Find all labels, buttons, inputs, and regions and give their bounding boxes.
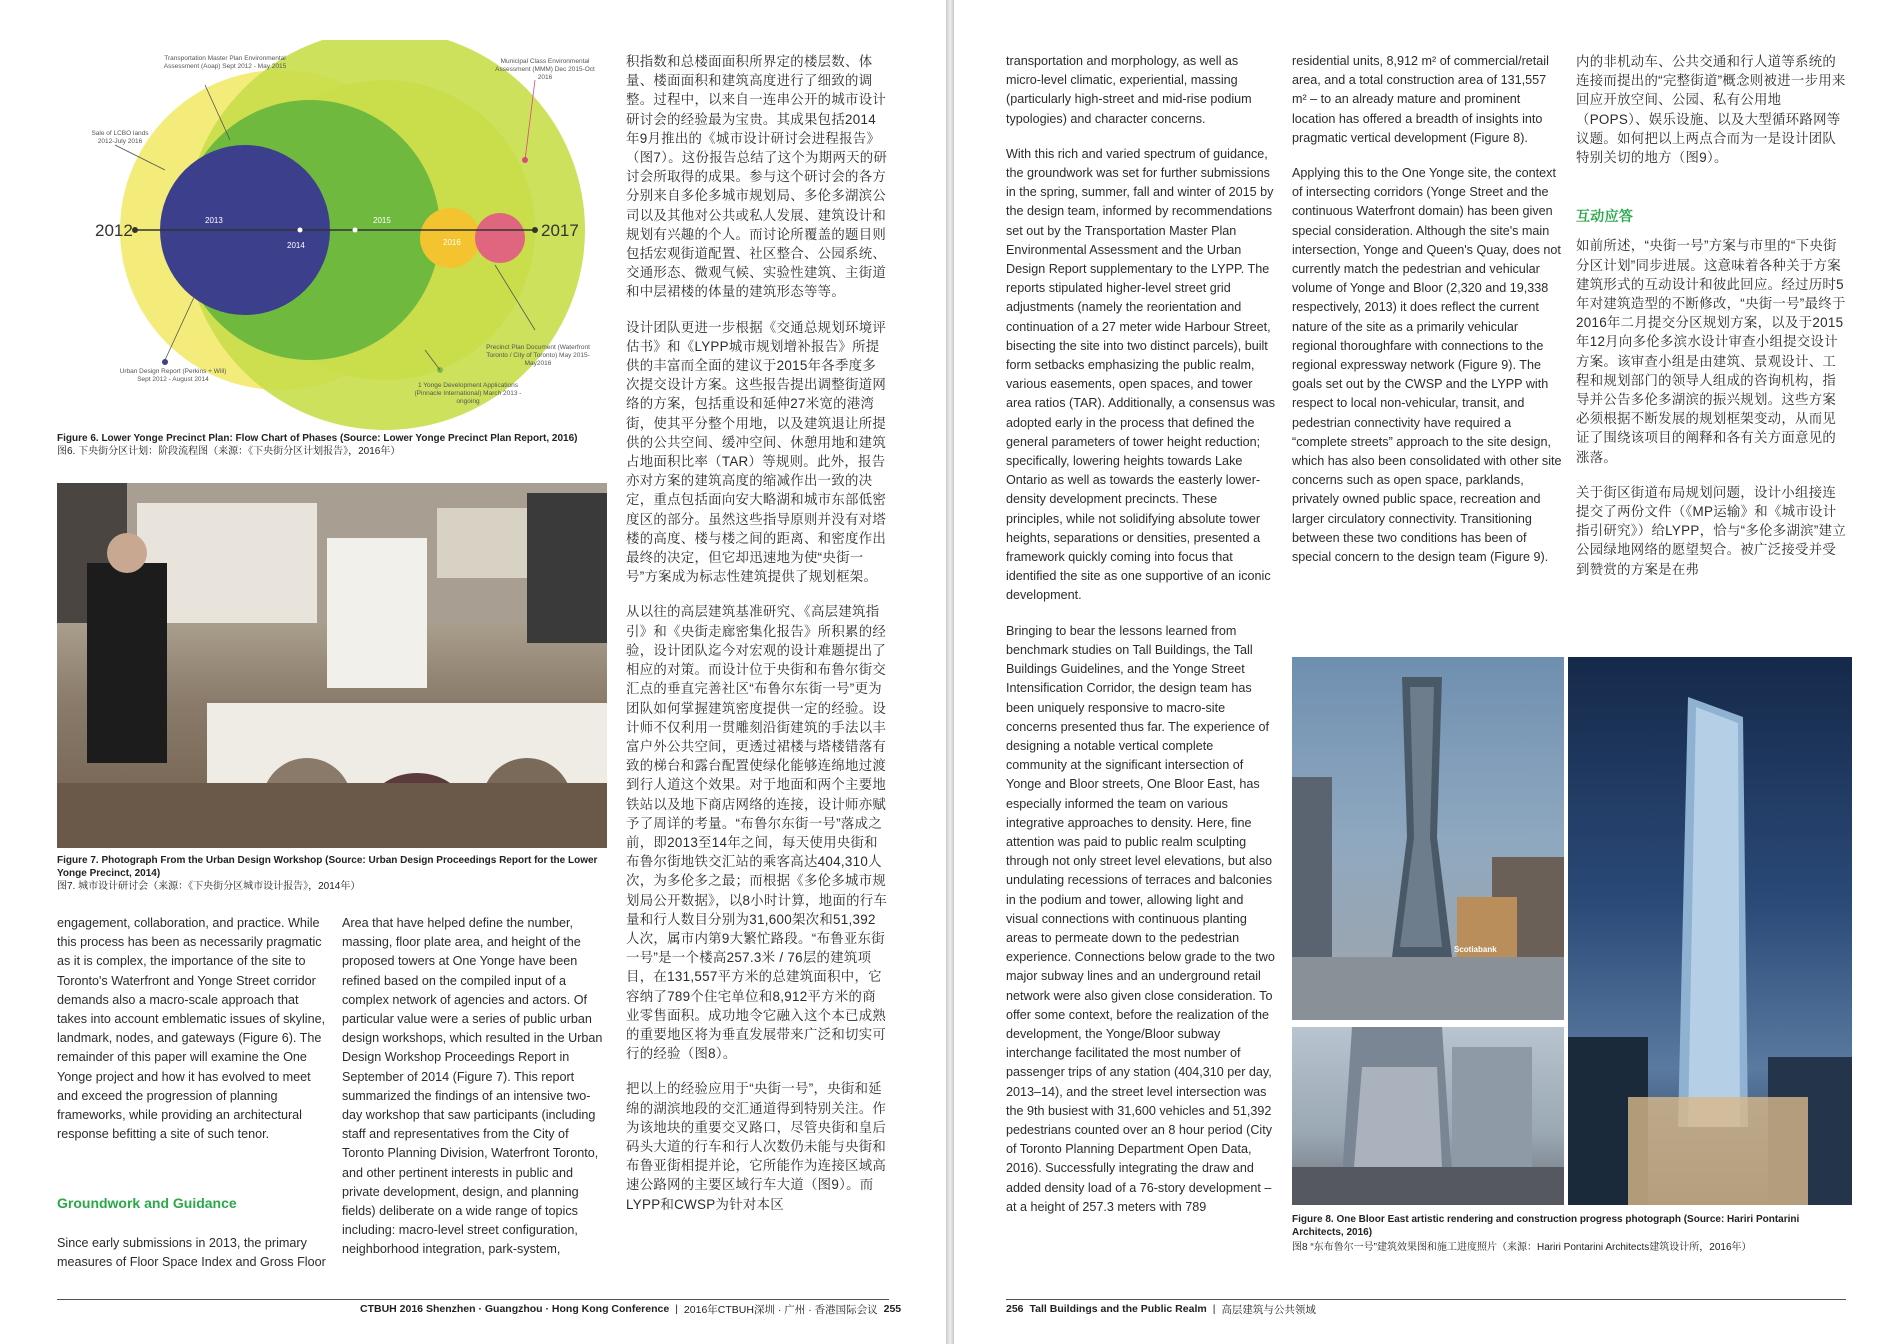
year-start-label: 2012	[95, 221, 133, 240]
paragraph: transportation and morphology, as well as micro-level climatic, experiential, massing (particularly high-street and mid-rise podium typologies) and character concerns.	[1006, 54, 1252, 126]
annotation-lcbo-sale: Sale of LCBO lands 2012-July 2016	[91, 130, 149, 145]
right-footer	[1006, 1300, 1316, 1318]
right-en-column-1	[1006, 52, 1276, 1233]
page-number: 256	[1006, 1303, 1024, 1315]
annotation-precinct-plan: Precinct Plan Document (Waterfront Toronto / City of Toronto) May 2015-May2016	[486, 344, 590, 367]
footer-separator: |	[1212, 1303, 1216, 1315]
phase-circle-pink	[475, 213, 525, 263]
figure-8-caption	[1292, 1213, 1852, 1254]
year-2015-label: 2015	[373, 216, 391, 225]
annotation-development-apps: 1 Yonge Development Applications (Pinnacle International) March 2013 - ongoing	[414, 382, 522, 405]
paragraph-zh: 把以上的经验应用于“央街一号”，央街和延绵的湖滨地段的交汇通道得到特别关注。作为该地块的重要交叉路口，尽管央街和皇后码头大道的行车和行人次数仍未能与央街和布鲁亚街相提并论，它所能作为连接区域高速公路网的主要区域行车大道（图9）。而LYPP和CWSP为针对本区	[626, 1081, 887, 1212]
paragraph: engagement, collaboration, and practice. While this process has been as necessarily pragmatic as it is complex, the importance of the site to Toronto's Waterfront and Yonge Street corridor demands also a macro-scale approach that takes into account emblematic issues of skyline, landmark, nodes, and gateways (Figure 6). The remainder of this paper will examine the One Yonge project and how it has evolved to meet and exceed the progression of planning frameworks, while providing an architectural response befitting a site of such tenor.	[57, 916, 326, 1142]
figure-8-caption-zh: 图8 “东布鲁尔一号”建筑效果图和施工进度照片（来源：Hariri Pontarini Architects建筑设计所，2016年）	[1292, 1242, 1752, 1253]
figure-8-caption-en: Figure 8. One Bloor East artistic rendering and construction progress photograph (Source: Hariri Pontarini Architects, 2016)	[1292, 1214, 1800, 1238]
footer-conference-en: CTBUH 2016 Shenzhen · Guangzhou · Hong Kong Conference	[360, 1303, 670, 1315]
figure-6-caption-zh: 图6. 下央街分区计划：阶段流程图（来源：《下央街分区计划报告》，2016年）	[57, 446, 401, 457]
footer-separator: |	[675, 1303, 678, 1315]
scotiabank-sign: Scotiabank	[1454, 945, 1497, 954]
page-gutter	[946, 0, 954, 1344]
right-zh-column	[1576, 52, 1846, 595]
figure-7-caption-en: Figure 7. Photograph From the Urban Design Workshop (Source: Urban Design Proceedings Report for the Lower Yonge Precinct, 2014)	[57, 855, 598, 879]
section-heading-groundwork: Groundwork and Guidance	[57, 1195, 237, 1212]
paragraph: Applying this to the One Yonge site, the context of intersecting corridors (Yonge Street and the continuous Waterfront domain) has been given special consideration. Although the site's main intersection, Yonge and Queen's Quay, does not currently match the pedestrian and vehicular volume of Yonge and Bloor (2,320 and 19,338 respectively, 2013) it does reflect the current nature of the site as a primarily vehicular regional thoroughfare with connections to the regional expressway network (Figure 9). The goals set out by the CWSP and the LYPP with respect to local non-vehicular, transit, and pedestrian connectivity have required a “complete streets” approach to the site design, which has also been consolidated with other site concerns such as open space, parklands, privately owned public space, recreation and larger circulatory connectivity. Transitioning between these two conditions has been of special concern to the design team (Figure 9).	[1292, 166, 1562, 565]
figure-7-caption-zh: 图7. 城市设计研讨会（来源：《下央街分区城市设计报告》，2014年）	[57, 881, 361, 892]
year-2014-label: 2014	[287, 241, 305, 250]
paragraph: residential units, 8,912 m² of commercial/retail area, and a total construction area of 131,557 m² – to an already mature and prominent location has offered a breadth of insights into pragmatic vertical development (Figure 8).	[1292, 54, 1549, 145]
paragraph: Since early submissions in 2013, the primary measures of Floor Space Index and Gross Floor	[57, 1235, 326, 1269]
paragraph-zh: 如前所述，“央街一号”方案与市里的“下央街分区计划”同步进展。这意味着各种关于方案建筑形式的互动设计和彼此回应。经过历时5年对建筑造型的不断修改，“央街一号”最终于2016年二月提交分区规划方案，以及于2015年12月向多伦多滨水设计审查小组提交设计方案。该审查小组是由建筑、景观设计、工程和规划部门的领导人组成的咨询机构，指导并公告多伦多湖滨的振兴规划。这些方案必须根据不断发展的规划框架变动，从而见证了围绕该项目的阐释和各有关方面意见的涨落。	[1576, 238, 1846, 465]
footer-title-zh: 高层建筑与公共领域	[1221, 1303, 1316, 1316]
paragraph-zh: 设计团队更进一步根据《交通总规划环境评估书》和《LYPP城市规划增补报告》所提供的丰富而全面的建议于2015年各季度多次提交设计方案。这些报告提出调整街道网络的方案，包括重设和延伸27米宽的港湾街，使其平分整个用地，以及建筑退让所提供的公共空间、缓冲空间、休憩用地和建筑占地面积比率（TAR）等规则。此外，报告亦对方案的建筑高度的缩减作出一致的决定，重点包括面向安大略湖和城市东部低密度区的部分。虽然这些指导原则并没有对塔楼的高度、楼与楼之间的距离、和密度作出最终的决定，但它却迅速地为使“央街一号”方案成为标志性建筑提供了规划框架。	[626, 319, 887, 585]
paragraph: Area that have helped define the number, massing, floor plate area, and height of the proposed towers at One Yonge have been refined based on the compiled input of a complex network of agencies and actors. Of particular value were a series of public urban design workshops, which resulted in the Urban Design Workshop Proceedings Report in September of 2014 (Figure 7). This report summarized the findings of an intensive two-day workshop that saw participants (including staff and representatives from the City of Toronto Planning Division, Waterfront Toronto, and other pertinent interests in public and private development, design, and planning fields) deliberate on a wide range of topics including: macro-level street configuration, neighborhood integration, park-system,	[342, 916, 603, 1257]
footer-title-en: Tall Buildings and the Public Realm	[1029, 1303, 1207, 1315]
left-en-column-2	[342, 914, 610, 1276]
year-2013-label: 2013	[205, 216, 223, 225]
left-page	[0, 0, 946, 1344]
year-end-label: 2017	[541, 221, 579, 240]
annotation-transport-plan: Transportation Master Plan Environmental Assessment (Aoap) Sept 2012 - May 2015	[163, 55, 287, 70]
left-zh-column	[626, 52, 888, 1230]
paragraph-zh: 从以往的高层建筑基准研究、《高层建筑指引》和《央街走廊密集化报告》所积累的经验，设计团队迄今对宏观的设计难题提出了相应的对策。而设计位于央街和布鲁尔街交汇点的垂直完善社区“布鲁尔东街一号”更为团队如何掌握建筑密度提供一定的经验。设计师不仅利用一贯雕刻沿街建筑的手法以丰富户外公共空间，更透过裙楼与塔楼错落有致的梯台和露台配置使绿化能够连绵地过渡到行人道这个效果。对于地面和两个主要地铁站以及地下商店网络的连接，设计师亦赋予了周详的考量。“布鲁尔东街一号”落成之前，即2013至14年之间，每天使用央街和布鲁尔街地铁交汇站的乘客高达404,310人次，为多伦多之最；而根据《多伦多城市规划局公开数据》，以8小时计算，地面的行车量和行人数目分别为31,600架次和51,392人次，属市内第9大繁忙路段。“布鲁亚东街一号”是一个楼高257.3米 / 76层的建筑项目，在131,557平方米的总建筑面积中，它容纳了789个住宅单位和8,912平方米的商业零售面积。成功地令它融入这个本已成熟的重要地区将为垂直发展带来广泛和切实可行的经验（图8）。	[626, 604, 888, 1062]
page-number: 255	[883, 1303, 902, 1315]
section-heading-interaction: 互动应答	[1576, 208, 1634, 225]
figure-7-caption	[57, 854, 617, 893]
paragraph-zh: 积指数和总楼面面积所界定的楼层数、体量、楼面面积和建筑高度进行了细致的调整。过程中，以来自一连串公开的城市设计研讨会的经验最为宝贵。其成果包括2014年9月推出的《城市设计研讨会进程报告》（图7）。这份报告总结了这个为期两天的研讨会所取得的成果。参与这个研讨会的各方分别来自多伦多城市规划局、多伦多湖滨公司以及其他对公共或私人发展、建筑设计和规划有兴趣的个人。而讨论所覆盖的题目则包括宏观街道配置、社区整合、公园系统、交通形态、微观气候、实验性建筑、主街道和中层裙楼的体量的建筑形态等等。	[626, 54, 888, 300]
figure-8-street-rendering	[1292, 1027, 1564, 1205]
right-page	[954, 0, 1900, 1344]
annotation-municipal-ea: Municipal Class Environmental Assessment (MMM) Dec 2015-Oct 2016	[495, 58, 595, 81]
figure-6-caption-en: Figure 6. Lower Yonge Precinct Plan: Flow Chart of Phases (Source: Lower Yonge Precinct Plan Report, 2016)	[57, 433, 578, 444]
paragraph-zh: 内的非机动车、公共交通和行人道等系统的连接而提出的“完整街道”概念则被进一步用来回应开放空间、公园、私有公用地（POPS）、娱乐设施、以及大型循环路网等议题。如何把以上两点合而为一是设计团队特别关切的地方（图9）。	[1576, 54, 1846, 166]
paragraph: With this rich and varied spectrum of guidance, the groundwork was set for further submissions in the spring, summer, fall and winter of 2015 by the design team, informed by recommendations set out by the Transportation Master Plan Environmental Assessment and the Urban Design Report supplementary to the LYPP. The reports stipulated higher-level street grid adjustments (namely the reorientation and continuation of a 27 meter wide Harbour Street, bisecting the site into two distinct parcels), built form setbacks emphasizing the public realm, various easements, open spaces, and tower area ratios (TAR). Additionally, a consensus was adopted early in the process that defined the general parameters of tower height reduction; specifically, lowering heights towards Lake Ontario as well as towards the easterly lower-density development precincts. These principles, while not solidifying absolute tower heights, separations or densities, presented a framework quickly coming into focus that identified the site as one supportive of an iconic development.	[1006, 146, 1276, 603]
annotation-urban-design-report: Urban Design Report (Perkins + Will) Sept 2012 - August 2014	[119, 368, 227, 383]
year-2016-label: 2016	[443, 238, 461, 247]
right-en-column-2	[1292, 52, 1564, 583]
figure-7-workshop-photo	[57, 483, 607, 848]
paragraph: Bringing to bear the lessons learned from benchmark studies on Tall Buildings, the Tall Buildings Guidelines, and the Yonge Street Intensification Corridor, the design team has been uniquely responsive to macro-site concerns presented thus far. The experience of designing a notable vertical complete community at the significant intersection of Yonge and Bloor streets, One Bloor East, has especially informed the team on various integrative approaches to density. Here, fine attention was paid to public realm sculpting through not only street level elevations, but also undulating recessions of terraces and balconies in the podium and tower, allowing light and visual connections with continuous planting areas to permeate down to the pedestrian experience. Connections below grade to the two major subway lines and an underground retail network were also given close consideration. To offer some context, before the realization of the development, the Yonge/Bloor subway interchange facilitated the most number of passenger trips of any station (404,310 per day, 2013–14), and the street level intersection was the 9th busiest with 31,600 vehicles and 51,392 pedestrians counted over an 8 hour period (City of Toronto Planning Department Open Data, 2016). Successfully integrating the draw and added density load of a 76-story development – at a height of 257.3 meters with 789	[1006, 623, 1275, 1214]
left-footer	[360, 1300, 901, 1318]
footer-conference-zh: 2016年CTBUH深圳 · 广州 · 香港国际会议	[683, 1303, 878, 1316]
figure-8-tower-rendering	[1568, 657, 1852, 1205]
figure-8-construction-photo	[1292, 657, 1564, 1022]
figure-6-caption	[57, 432, 617, 458]
paragraph-zh: 关于街区街道布局规划问题，设计小组接连提交了两份文件（《MP运输》和《城市设计指引研究》）给LYPP，恰与“多伦多湖滨”建立公园绿地网络的愿望契合。被广泛接受并受到赞赏的方案是在弗	[1576, 484, 1847, 577]
left-en-column-1	[57, 914, 327, 1288]
